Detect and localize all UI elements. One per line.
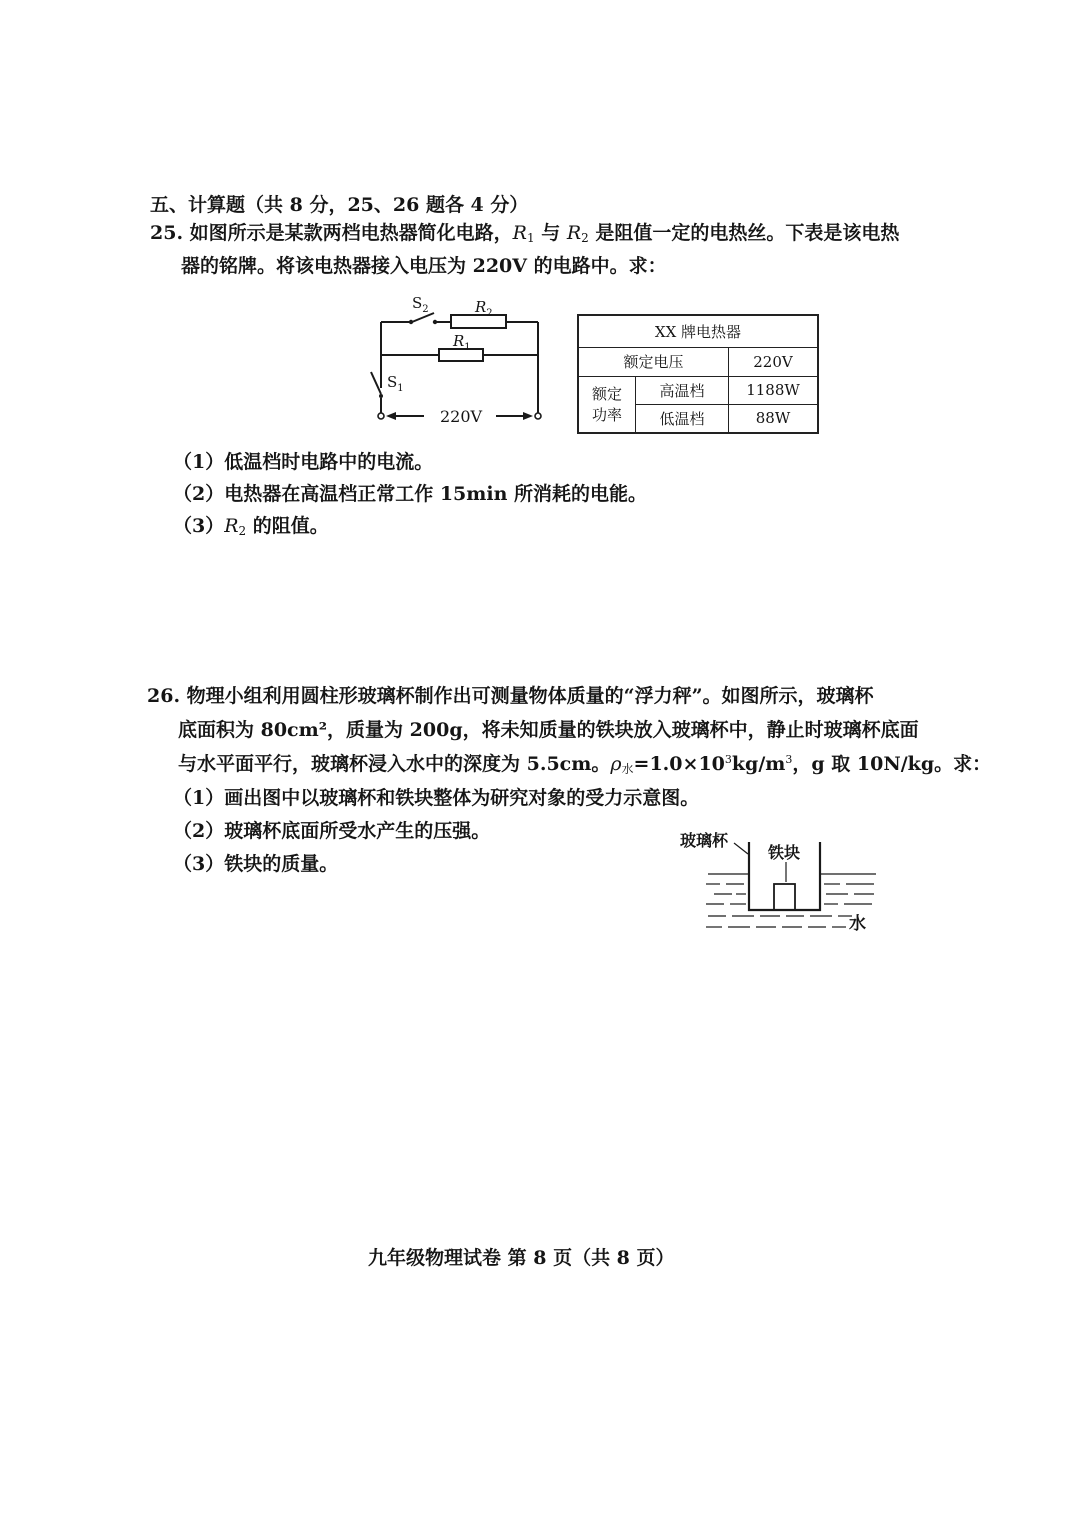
q25-line1-post: 是阻值一定的电热丝。下表是该电热 — [588, 222, 900, 244]
high-gear-value: 1188W — [729, 376, 819, 404]
switch-s1-blade — [371, 372, 381, 394]
q26-sub-3: （3）铁块的质量。 — [173, 853, 339, 875]
high-gear-label: 高温档 — [636, 376, 729, 404]
q26-line3-unit: kg/m — [731, 753, 786, 775]
q25-sub3-pre: （3） — [173, 515, 225, 537]
block-label: 铁块 — [768, 843, 801, 862]
rated-voltage-value: 220V — [729, 347, 819, 376]
q26-line3-eq: =1.0×10 — [633, 753, 725, 775]
q26-line3-pre: 与水平面平行，玻璃杯浸入水中的深度为 5.5cm。 — [178, 753, 611, 775]
nameplate-table — [577, 314, 819, 434]
power-label-1: 额定 — [591, 385, 622, 404]
section-heading: 五、计算题（共 8 分，25、26 题各 4 分） — [150, 194, 529, 216]
rated-voltage-label: 额定电压 — [578, 347, 729, 376]
circuit-diagram — [360, 292, 560, 436]
q26-exp: 3 — [724, 753, 732, 766]
q25-sub3-sub: 2 — [238, 524, 247, 538]
nameplate-title: XX 牌电热器 — [578, 315, 818, 347]
label-r2: $R_2$ — [475, 298, 493, 319]
rho-symbol: ρ — [610, 753, 622, 775]
label-s2: $S_2$ — [412, 294, 429, 315]
q26-exp2: 3 — [785, 753, 793, 766]
power-label-2: 功率 — [591, 406, 622, 425]
q25-sub-2: （2）电热器在高温档正常工作 15min 所消耗的电能。 — [173, 483, 648, 505]
q25-and: 与 — [534, 222, 567, 244]
q26-sub-1: （1）画出图中以玻璃杯和铁块整体为研究对象的受力示意图。 — [173, 787, 700, 809]
q25-r2: R — [566, 222, 582, 244]
resistor-r2 — [451, 315, 506, 328]
q26-line-2: 底面积为 80cm²，质量为 200g，将未知质量的铁块放入玻璃杯中，静止时玻璃杯底面 — [178, 719, 919, 741]
q25-line-1 — [150, 221, 899, 245]
q25-r1-sub: 1 — [526, 231, 535, 245]
page-footer: 九年级物理试卷 第 8 页（共 8 页） — [368, 1247, 675, 1269]
q25-sub-1: （1）低温档时电路中的电流。 — [173, 451, 434, 473]
q26-line3-g: ，g 取 10N/kg。求： — [792, 753, 992, 775]
rated-power-label — [578, 376, 636, 433]
q25-line-2: 器的铭牌。将该电热器接入电压为 220V 的电路中。求： — [181, 255, 667, 277]
floating-cup-figure — [676, 828, 886, 940]
q26-sub-2: （2）玻璃杯底面所受水产生的压强。 — [173, 820, 491, 842]
q25-sub-3 — [173, 514, 329, 538]
q25-r1: R — [512, 222, 527, 244]
label-r1: $R_1$ — [453, 332, 471, 353]
q26-line-3 — [178, 752, 991, 776]
q25-sub3-post: 的阻值。 — [246, 515, 329, 537]
rho-sub: 水 — [621, 762, 634, 776]
q26-line-1: 26. 物理小组利用圆柱形玻璃杯制作出可测量物体质量的“浮力秤”。如图所示，玻璃杯 — [147, 685, 874, 707]
q25-sub3-r: R — [224, 515, 239, 537]
resistor-r1 — [439, 349, 483, 361]
label-s1: $S_1$ — [387, 373, 404, 394]
low-gear-value: 88W — [729, 404, 819, 433]
q25-line1-pre: 25. 如图所示是某款两档电热器简化电路， — [150, 222, 513, 244]
cup-label: 玻璃杯 — [680, 831, 729, 850]
water-label: 水 — [849, 914, 866, 934]
label-voltage: 220V — [440, 407, 483, 426]
low-gear-label: 低温档 — [636, 404, 729, 433]
q25-r2-sub: 2 — [581, 231, 589, 245]
